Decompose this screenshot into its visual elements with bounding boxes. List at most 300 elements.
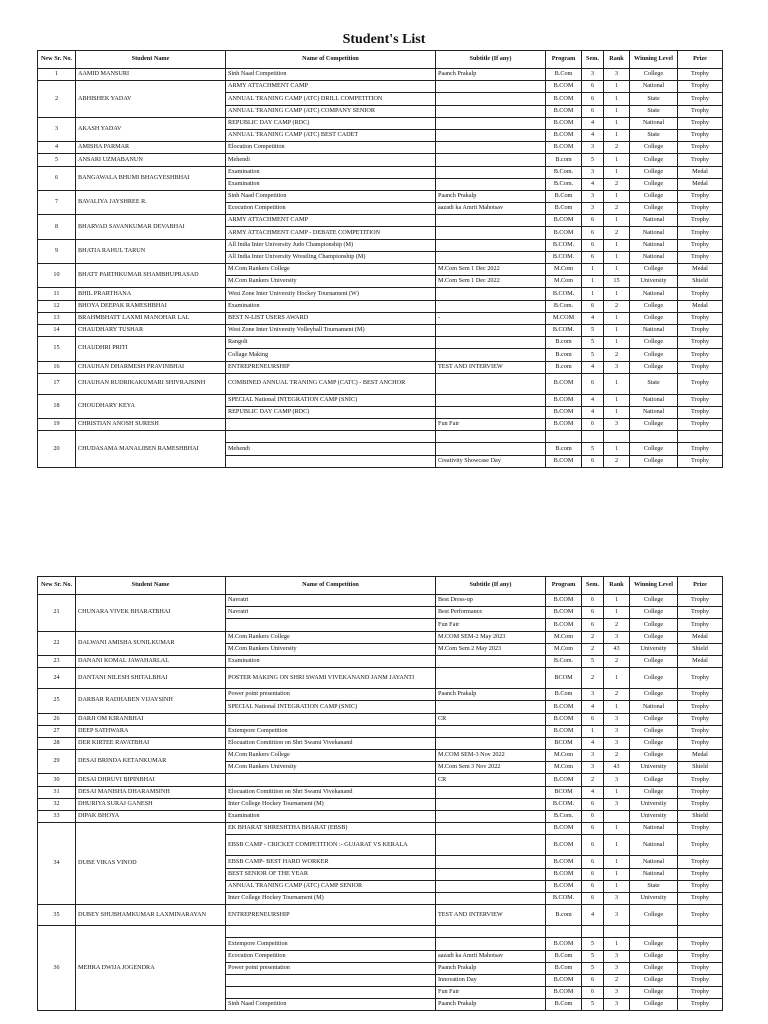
competition-cell: Power point presentation: [226, 962, 436, 974]
level-cell: National: [630, 701, 678, 713]
table-row: [38, 798, 723, 810]
program-cell: B.COM: [546, 419, 582, 431]
competition-cell: Elocuation Comitition on Shri Swami Vivekanand: [226, 786, 436, 798]
subtitle-cell: M.Com Sem 1 Dec 2022: [436, 276, 546, 288]
table-row: [38, 926, 723, 938]
sem-cell: 5: [582, 950, 604, 962]
level-cell: College: [630, 962, 678, 974]
sem-cell: 6: [582, 105, 604, 117]
serial-cell: 18: [38, 394, 76, 418]
level-cell: College: [630, 950, 678, 962]
program-cell: B.COM.: [546, 288, 582, 300]
competition-cell: M.Com Rankers College: [226, 750, 436, 762]
serial-cell: 9: [38, 239, 76, 263]
competition-cell: Elocution Competition: [226, 142, 436, 154]
competition-cell: SPECIAL National INTEGRATION CAMP (SNIC): [226, 701, 436, 713]
table-row: [38, 595, 723, 607]
program-cell: B.COM: [546, 725, 582, 737]
level-cell: College: [630, 987, 678, 999]
program-cell: B.com: [546, 337, 582, 349]
level-cell: College: [630, 166, 678, 178]
table-row: [38, 117, 723, 129]
level-cell: College: [630, 264, 678, 276]
competition-cell: Examination: [226, 178, 436, 190]
sem-cell: 5: [582, 655, 604, 667]
level-cell: College: [630, 668, 678, 689]
table-row: [38, 81, 723, 93]
rank-cell: 2: [604, 349, 630, 361]
prize-cell: Trophy: [678, 668, 723, 689]
table-header-row: [38, 577, 723, 595]
student-name-cell: AKASH YADAV: [76, 117, 226, 141]
program-cell: [546, 431, 582, 443]
prize-cell: Medal: [678, 655, 723, 667]
student-name-cell: CHUDASAMA MANALIBEN RAMESHBHAI: [76, 431, 226, 468]
sem-cell: 3: [582, 750, 604, 762]
prize-cell: Trophy: [678, 361, 723, 373]
table-row: [38, 166, 723, 178]
competition-cell: EBSB CAMP - CRICKET COMPETITION :- GUJARAT VS KERALA: [226, 835, 436, 856]
prize-cell: Trophy: [678, 93, 723, 105]
competition-cell: ENTREPRENEURSHIP: [226, 905, 436, 926]
competition-cell: EBSB CAMP- BEST HARD WORKER: [226, 856, 436, 868]
rank-cell: 3: [604, 725, 630, 737]
sem-cell: 3: [582, 69, 604, 81]
column-header: Sem.: [582, 51, 604, 69]
competition-cell: Sinh Naad Competition: [226, 999, 436, 1011]
rank-cell: 2: [604, 142, 630, 154]
subtitle-cell: TEST AND INTERVIEW: [436, 361, 546, 373]
subtitle-cell: CR: [436, 774, 546, 786]
sem-cell: 5: [582, 349, 604, 361]
subtitle-cell: [436, 938, 546, 950]
rank-cell: 1: [604, 251, 630, 263]
prize-cell: Trophy: [678, 154, 723, 166]
rank-cell: 3: [604, 950, 630, 962]
table-row: [38, 774, 723, 786]
program-cell: B.COM.: [546, 251, 582, 263]
rank-cell: 3: [604, 361, 630, 373]
level-cell: College: [630, 713, 678, 725]
program-cell: B.Com: [546, 950, 582, 962]
sem-cell: 1: [582, 264, 604, 276]
program-cell: B.COM: [546, 81, 582, 93]
sem-cell: 2: [582, 631, 604, 643]
column-header: Sem.: [582, 577, 604, 595]
rank-cell: 3: [604, 737, 630, 749]
prize-cell: Trophy: [678, 835, 723, 856]
level-cell: National: [630, 215, 678, 227]
competition-cell: Extempore Competition: [226, 725, 436, 737]
sem-cell: 3: [582, 142, 604, 154]
serial-cell: 35: [38, 905, 76, 926]
table-row: [38, 264, 723, 276]
sem-cell: 6: [582, 455, 604, 467]
competition-cell: West Zone Inter University Volleyball Tournament (M): [226, 324, 436, 336]
sem-cell: 2: [582, 668, 604, 689]
program-cell: B.COM: [546, 406, 582, 418]
table-row: [38, 300, 723, 312]
rank-cell: 3: [604, 713, 630, 725]
sem-cell: 4: [582, 701, 604, 713]
column-header: Rank: [604, 51, 630, 69]
program-cell: BCOM: [546, 786, 582, 798]
competition-cell: [226, 774, 436, 786]
level-cell: [630, 926, 678, 938]
program-cell: B.com: [546, 154, 582, 166]
prize-cell: Trophy: [678, 288, 723, 300]
program-cell: B.COM: [546, 713, 582, 725]
rank-cell: 1: [604, 823, 630, 835]
rank-cell: 43: [604, 762, 630, 774]
competition-cell: M.Com Rankers College: [226, 631, 436, 643]
subtitle-cell: [436, 798, 546, 810]
sem-cell: 2: [582, 643, 604, 655]
serial-cell: 3: [38, 117, 76, 141]
serial-cell: 10: [38, 264, 76, 288]
prize-cell: Trophy: [678, 619, 723, 631]
competition-cell: M.Com Rankers College: [226, 264, 436, 276]
table-row: [38, 190, 723, 202]
prize-cell: Trophy: [678, 892, 723, 904]
competition-cell: Examination: [226, 166, 436, 178]
table-row: [38, 239, 723, 251]
competition-cell: [226, 713, 436, 725]
subtitle-cell: Best Dress-up: [436, 595, 546, 607]
level-cell: College: [630, 619, 678, 631]
program-cell: B.com: [546, 361, 582, 373]
table-row: [38, 725, 723, 737]
prize-cell: Trophy: [678, 324, 723, 336]
subtitle-cell: [436, 823, 546, 835]
sem-cell: 6: [582, 300, 604, 312]
serial-cell: 11: [38, 288, 76, 300]
subtitle-cell: [436, 215, 546, 227]
rank-cell: 1: [604, 288, 630, 300]
prize-cell: Trophy: [678, 868, 723, 880]
rank-cell: 3: [604, 774, 630, 786]
student-name-cell: DANANI KOMAL JAWAHARLAL: [76, 655, 226, 667]
rank-cell: 3: [604, 892, 630, 904]
level-cell: State: [630, 93, 678, 105]
rank-cell: 2: [604, 455, 630, 467]
level-cell: National: [630, 394, 678, 406]
sem-cell: 6: [582, 856, 604, 868]
competition-cell: POSTER MAKING ON SHRI SWAMI VIVEKANAND JANM JAYANTI: [226, 668, 436, 689]
table-header-row: [38, 51, 723, 69]
subtitle-cell: [436, 856, 546, 868]
student-name-cell: CHAUDHARY TUSHAR: [76, 324, 226, 336]
student-name-cell: CHAUHAN DHARMESH PRAVINBHAI: [76, 361, 226, 373]
subtitle-cell: [436, 154, 546, 166]
competition-cell: M.Com Rankers University: [226, 276, 436, 288]
sem-cell: 4: [582, 129, 604, 141]
student-name-cell: DIPAK BHOYA: [76, 811, 226, 823]
program-cell: B.com: [546, 905, 582, 926]
prize-cell: Medal: [678, 631, 723, 643]
level-cell: National: [630, 823, 678, 835]
sem-cell: 5: [582, 962, 604, 974]
serial-cell: 25: [38, 689, 76, 713]
sem-cell: 5: [582, 337, 604, 349]
rank-cell: 1: [604, 215, 630, 227]
program-cell: B.COM: [546, 774, 582, 786]
rank-cell: 1: [604, 373, 630, 394]
column-header: Rank: [604, 577, 630, 595]
rank-cell: 1: [604, 154, 630, 166]
subtitle-cell: [436, 668, 546, 689]
subtitle-cell: Fun Fair: [436, 419, 546, 431]
competition-cell: Mehendi: [226, 443, 436, 455]
subtitle-cell: [436, 786, 546, 798]
prize-cell: Shield: [678, 643, 723, 655]
serial-cell: 20: [38, 431, 76, 468]
level-cell: College: [630, 750, 678, 762]
subtitle-cell: Paanch Prakalp: [436, 69, 546, 81]
table-row: [38, 337, 723, 349]
student-name-cell: BHATT PARTHKUMAR SHAMBHUPRASAD: [76, 264, 226, 288]
column-header: New Sr. No.: [38, 577, 76, 595]
prize-cell: Trophy: [678, 725, 723, 737]
serial-cell: 33: [38, 811, 76, 823]
student-name-cell: BHATIA RAHUL TARUN: [76, 239, 226, 263]
column-header: Student Name: [76, 51, 226, 69]
prize-cell: Trophy: [678, 823, 723, 835]
sem-cell: 6: [582, 713, 604, 725]
program-cell: B.COM: [546, 455, 582, 467]
table-row: [38, 811, 723, 823]
competition-cell: Rangoli: [226, 337, 436, 349]
subtitle-cell: [436, 926, 546, 938]
sem-cell: 6: [582, 974, 604, 986]
level-cell: College: [630, 312, 678, 324]
program-cell: BCOM: [546, 737, 582, 749]
competition-cell: Navratri: [226, 595, 436, 607]
subtitle-cell: [436, 300, 546, 312]
student-name-cell: ANSARI UZMABANUN: [76, 154, 226, 166]
prize-cell: Trophy: [678, 251, 723, 263]
rank-cell: 1: [604, 93, 630, 105]
rank-cell: 1: [604, 443, 630, 455]
level-cell: College: [630, 689, 678, 701]
serial-cell: 28: [38, 737, 76, 749]
sem-cell: 5: [582, 324, 604, 336]
subtitle-cell: TEST AND INTERVIEW: [436, 905, 546, 926]
serial-cell: 4: [38, 142, 76, 154]
competition-cell: Ecocution Competition: [226, 203, 436, 215]
program-cell: B.COM: [546, 117, 582, 129]
subtitle-cell: [436, 868, 546, 880]
subtitle-cell: aazadi ka Amrit Mahotsav: [436, 203, 546, 215]
program-cell: B.Com: [546, 190, 582, 202]
level-cell: College: [630, 443, 678, 455]
subtitle-cell: [436, 811, 546, 823]
program-cell: B.COM.: [546, 892, 582, 904]
competition-cell: Extempore Competition: [226, 938, 436, 950]
prize-cell: Trophy: [678, 950, 723, 962]
table-row: [38, 431, 723, 443]
serial-cell: 29: [38, 750, 76, 774]
table-row: [38, 713, 723, 725]
subtitle-cell: [436, 142, 546, 154]
table-row: [38, 142, 723, 154]
subtitle-cell: M.COM SEM-2 May 2023: [436, 631, 546, 643]
competition-cell: Mehendi: [226, 154, 436, 166]
sem-cell: 6: [582, 892, 604, 904]
level-cell: College: [630, 154, 678, 166]
rank-cell: 1: [604, 607, 630, 619]
rank-cell: [604, 926, 630, 938]
rank-cell: 3: [604, 987, 630, 999]
subtitle-cell: [436, 880, 546, 892]
sem-cell: 6: [582, 823, 604, 835]
serial-cell: 27: [38, 725, 76, 737]
prize-cell: Trophy: [678, 215, 723, 227]
prize-cell: Medal: [678, 750, 723, 762]
program-cell: B.COM: [546, 701, 582, 713]
subtitle-cell: [436, 81, 546, 93]
rank-cell: 2: [604, 227, 630, 239]
competition-cell: COMBINED ANNUAL TRANING CAMP (CATC) - BEST ANCHOR: [226, 373, 436, 394]
competition-cell: REPUBLIC DAY CAMP (RDC): [226, 117, 436, 129]
level-cell: College: [630, 655, 678, 667]
column-header: Name of Competition: [226, 51, 436, 69]
rank-cell: 15: [604, 276, 630, 288]
level-cell: College: [630, 974, 678, 986]
level-cell: College: [630, 737, 678, 749]
level-cell: University: [630, 811, 678, 823]
rank-cell: 3: [604, 798, 630, 810]
level-cell: University: [630, 762, 678, 774]
student-name-cell: BHARVAD SAVANKUMAR DEVABHAI: [76, 215, 226, 239]
level-cell: State: [630, 105, 678, 117]
rank-cell: 1: [604, 786, 630, 798]
subtitle-cell: [436, 431, 546, 443]
prize-cell: Trophy: [678, 905, 723, 926]
prize-cell: Trophy: [678, 938, 723, 950]
rank-cell: [604, 431, 630, 443]
prize-cell: Trophy: [678, 190, 723, 202]
student-name-cell: DANTANI NILESH SHITALBHAI: [76, 668, 226, 689]
level-cell: College: [630, 938, 678, 950]
student-name-cell: DARJI OM KIRANBHAI: [76, 713, 226, 725]
subtitle-cell: [436, 337, 546, 349]
sem-cell: 6: [582, 835, 604, 856]
level-cell: College: [630, 786, 678, 798]
program-cell: B.COM: [546, 373, 582, 394]
serial-cell: 23: [38, 655, 76, 667]
student-name-cell: BAVALIYA JAYSHREE R.: [76, 190, 226, 214]
level-cell: College: [630, 595, 678, 607]
subtitle-cell: M.Com Sem 1 Dec 2022: [436, 264, 546, 276]
level-cell: University: [630, 892, 678, 904]
rank-cell: 1: [604, 394, 630, 406]
program-cell: M.Com: [546, 276, 582, 288]
table-row: [38, 750, 723, 762]
competition-cell: Collage Making: [226, 349, 436, 361]
sem-cell: 3: [582, 166, 604, 178]
sem-cell: 5: [582, 443, 604, 455]
table-row: [38, 373, 723, 394]
rank-cell: 1: [604, 312, 630, 324]
level-cell: State: [630, 373, 678, 394]
page-title: Student's List: [342, 32, 426, 47]
student-name-cell: DALWANI AMISHA SUNILKUMAR: [76, 631, 226, 655]
serial-cell: 30: [38, 774, 76, 786]
table-row: [38, 786, 723, 798]
level-cell: [630, 431, 678, 443]
competition-cell: [226, 974, 436, 986]
serial-cell: 21: [38, 595, 76, 632]
level-cell: College: [630, 774, 678, 786]
prize-cell: Trophy: [678, 786, 723, 798]
level-cell: National: [630, 227, 678, 239]
table-row: [38, 361, 723, 373]
student-name-cell: DER KIRTEE RAVATBHAI: [76, 737, 226, 749]
prize-cell: Medal: [678, 300, 723, 312]
level-cell: State: [630, 129, 678, 141]
sem-cell: 4: [582, 178, 604, 190]
table-row: [38, 689, 723, 701]
rank-cell: 1: [604, 337, 630, 349]
competition-cell: ANNUAL TRANING CAMP (ATC) BEST CADET: [226, 129, 436, 141]
prize-cell: Trophy: [678, 689, 723, 701]
level-cell: College: [630, 419, 678, 431]
program-cell: B.COM: [546, 607, 582, 619]
program-cell: M.Com: [546, 762, 582, 774]
subtitle-cell: [436, 394, 546, 406]
level-cell: National: [630, 856, 678, 868]
table-row: [38, 312, 723, 324]
program-cell: BCOM: [546, 668, 582, 689]
subtitle-cell: [436, 406, 546, 418]
subtitle-cell: [436, 129, 546, 141]
level-cell: College: [630, 203, 678, 215]
program-cell: B.COM: [546, 215, 582, 227]
prize-cell: Trophy: [678, 974, 723, 986]
rank-cell: 1: [604, 81, 630, 93]
prize-cell: Medal: [678, 166, 723, 178]
prize-cell: Trophy: [678, 312, 723, 324]
prize-cell: Trophy: [678, 419, 723, 431]
student-name-cell: CHUNARA VIVEK BHARATBHAI: [76, 595, 226, 632]
rank-cell: 1: [604, 190, 630, 202]
serial-cell: 12: [38, 300, 76, 312]
sem-cell: 4: [582, 312, 604, 324]
column-header: Prize: [678, 577, 723, 595]
prize-cell: Trophy: [678, 962, 723, 974]
level-cell: College: [630, 178, 678, 190]
program-cell: B.COM.: [546, 798, 582, 810]
competition-cell: Elocuation Comitition on Shri Swami Vivekanand: [226, 737, 436, 749]
column-header: Winning Level: [630, 577, 678, 595]
column-header: Program: [546, 577, 582, 595]
subtitle-cell: M.Com Sem 2 May 2023: [436, 643, 546, 655]
level-cell: College: [630, 631, 678, 643]
rank-cell: 3: [604, 999, 630, 1011]
program-cell: B.COM: [546, 105, 582, 117]
prize-cell: [678, 431, 723, 443]
sem-cell: 6: [582, 595, 604, 607]
program-cell: B.COM.: [546, 239, 582, 251]
prize-cell: Trophy: [678, 349, 723, 361]
prize-cell: Trophy: [678, 798, 723, 810]
subtitle-cell: [436, 737, 546, 749]
prize-cell: Trophy: [678, 443, 723, 455]
prize-cell: Trophy: [678, 999, 723, 1011]
competition-cell: All India Inter University Judo Championship (M): [226, 239, 436, 251]
column-header: Winning Level: [630, 51, 678, 69]
